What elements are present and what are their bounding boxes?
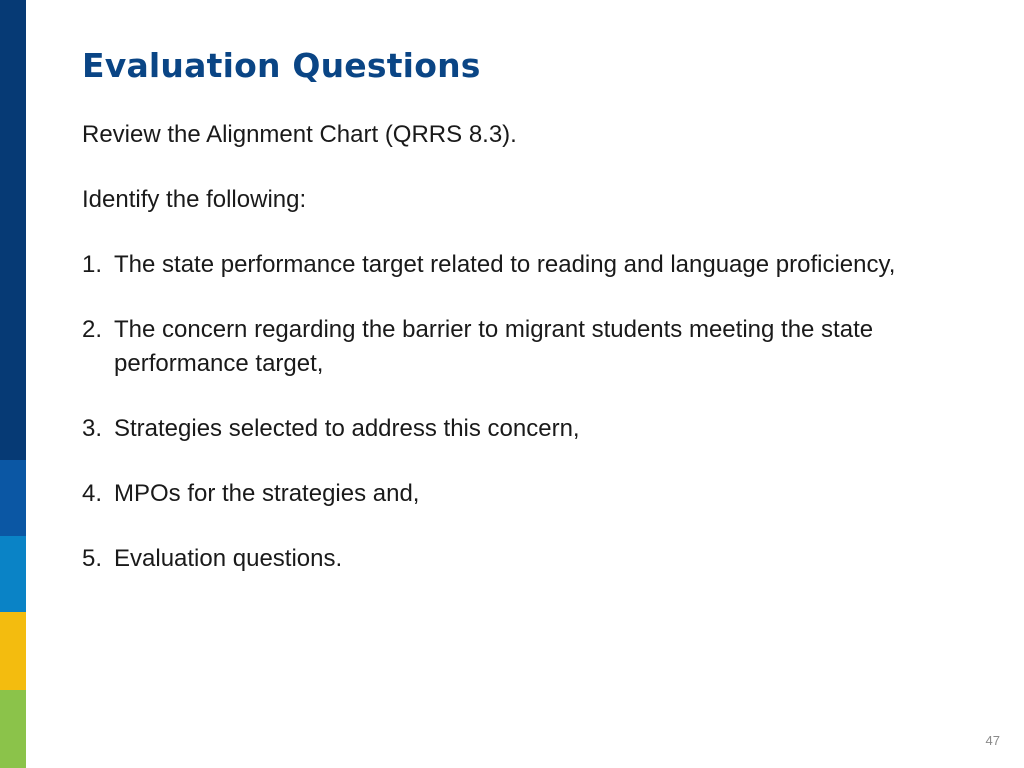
numbered-list bbox=[82, 248, 962, 576]
page-number: 47 bbox=[985, 733, 1000, 748]
list-item bbox=[82, 412, 962, 446]
list-item-number: 1. bbox=[82, 251, 103, 278]
list-item-number: 4. bbox=[82, 480, 103, 507]
side-bar-yellow-segment bbox=[0, 612, 26, 690]
intro-text: Review the Alignment Chart (QRRS 8.3). bbox=[82, 121, 517, 148]
list-item-number: 5. bbox=[82, 545, 103, 572]
list-item-text: MPOs for the strategies and, bbox=[114, 480, 420, 507]
list-item-text: Strategies selected to address this concern, bbox=[114, 415, 580, 442]
list-item-text: The concern regarding the barrier to migrant students meeting the state performance target, bbox=[114, 316, 874, 377]
list-item-number: 3. bbox=[82, 415, 103, 442]
prompt-text: Identify the following: bbox=[82, 186, 307, 213]
slide-body bbox=[82, 118, 962, 607]
side-bar-light-blue-segment bbox=[0, 536, 26, 612]
list-item bbox=[82, 313, 962, 381]
list-item-text: Evaluation questions. bbox=[114, 545, 343, 572]
slide-title: Evaluation Questions bbox=[82, 46, 481, 85]
side-bar-green-segment bbox=[0, 690, 26, 768]
decorative-side-bar bbox=[0, 0, 26, 768]
list-item bbox=[82, 542, 962, 576]
list-item bbox=[82, 248, 962, 282]
side-bar-dark-blue-segment bbox=[0, 0, 26, 460]
list-item bbox=[82, 477, 962, 511]
list-item-text: The state performance target related to reading and language proficiency, bbox=[114, 251, 896, 278]
side-bar-blue-segment bbox=[0, 460, 26, 536]
list-item-number: 2. bbox=[82, 316, 103, 343]
